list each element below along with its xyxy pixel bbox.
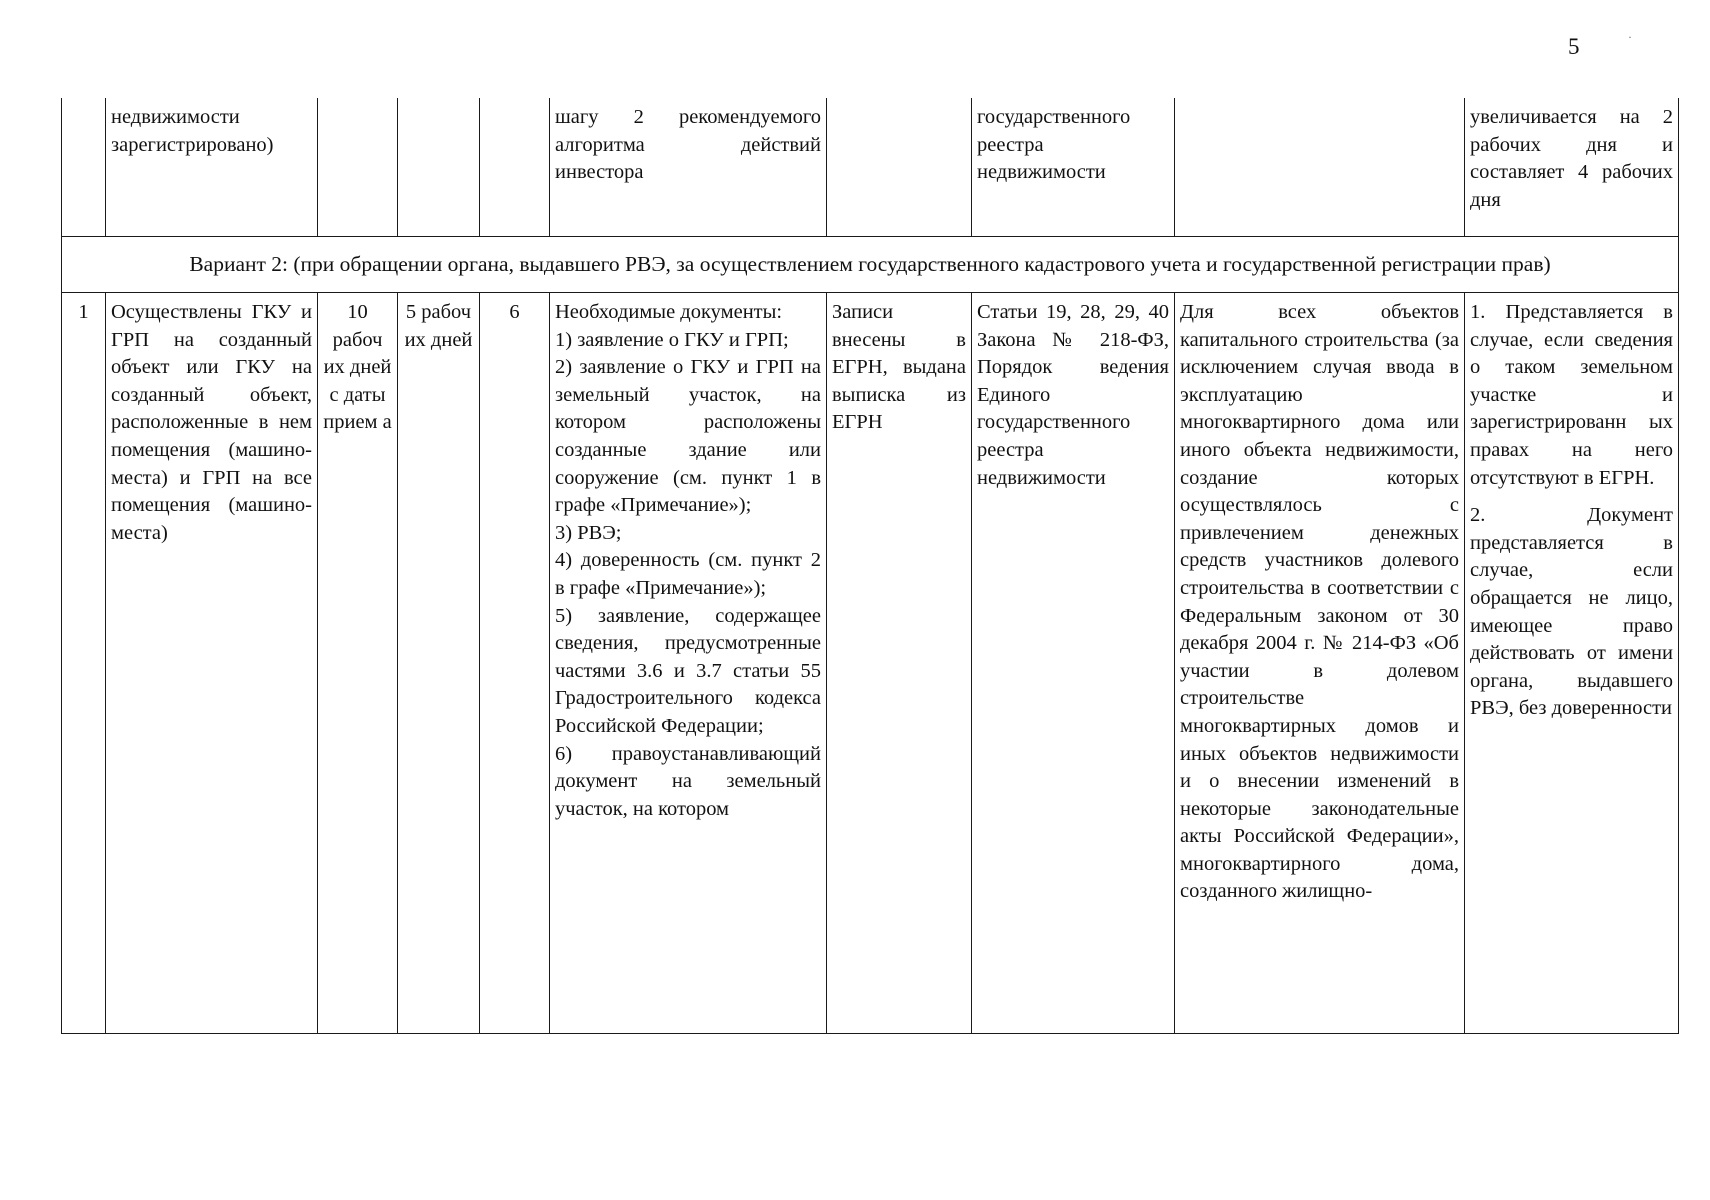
cell-legal-basis: государственного реестра недвижимости: [972, 98, 1175, 237]
cell-term-typical: 5 рабоч их дней: [398, 293, 480, 1034]
document-item: 5) заявление, содержащее сведения, предусмотренные частями 3.6 и 3.7 статьи 55 Градостроительного кодекса Российской Федерации;: [555, 604, 821, 737]
documents-heading: Необходимые документы:: [555, 301, 783, 323]
variant-heading: Вариант 2: (при обращении органа, выдавшего РВЭ, за осуществлением государственного кадастрового учета и государственной регистрации прав): [62, 237, 1679, 293]
table-row: [62, 293, 1679, 1034]
table-row-continuation: [62, 98, 1679, 237]
cell-applicability: Для всех объектов капитального строительства (за исключением случая ввода в эксплуатацию многоквартирного дома или иного объекта недвижимости, создание которых осуществлялось с привлечением денежных средств участников долевого строительства в соответствии с Федеральным законом от 30 декабря 2004 г. № 214-ФЗ «Об участии в долевом строительстве многоквартирных домов и иных объектов недвижимости и о внесении изменений в некоторые законодательные акты Российской Федерации», многоквартирного дома, созданного жилищно-: [1175, 293, 1465, 1034]
cell-term-max: 10 рабоч их дней с даты прием а: [318, 293, 398, 1034]
document-item: 2) заявление о ГКУ и ГРП на земельный участок, на котором расположены созданные здание или сооружение (см. пункт 1 в графе «Примечание»);: [555, 356, 821, 517]
cell-number: [62, 98, 106, 237]
table-row-variant: [62, 237, 1679, 293]
cell-notes: увеличивается на 2 рабочих дня и составляет 4 рабочих дня: [1465, 98, 1679, 237]
cell-notes: [1465, 293, 1679, 1034]
scan-mark: ·: [1628, 30, 1632, 44]
cell-legal-basis: Статьи 19, 28, 29, 40 Закона № 218-ФЗ, Порядок ведения Единого государственного реестра недвижимости: [972, 293, 1175, 1034]
cell-procedures: 6: [480, 293, 550, 1034]
cell-applicability: [1175, 98, 1465, 237]
cell-result: Записи внесены в ЕГРН, выдана выписка из ЕГРН: [827, 293, 972, 1034]
note-item: 2. Документ представляется в случае, если обращается не лицо, имеющее право действовать от имени органа, выдавшего РВЭ, без доверенности: [1470, 504, 1673, 720]
cell-result: [827, 98, 972, 237]
cell-documents: [550, 293, 827, 1034]
page-number: 5: [1568, 34, 1580, 59]
note-item: 1. Представляется в случае, если сведения о таком земельном участке и зарегистрированн ых правах на него отсутствуют в ЕГРН.: [1470, 301, 1673, 489]
cell-documents: шагу 2 рекомендуемого алгоритма действий инвестора: [550, 98, 827, 237]
cell-name: Осуществлены ГКУ и ГРП на созданный объект или ГКУ на созданный объект, расположенные в нем помещения (машино-места) и ГРП на все помещения (машино-места): [106, 293, 318, 1034]
cell-name: недвижимости зарегистрировано): [106, 98, 318, 237]
cell-number: 1: [62, 293, 106, 1034]
cell-term-typical: [398, 98, 480, 237]
document-item: 6) правоустанавливающий документ на земельный участок, на котором: [555, 742, 821, 820]
document-item: 1) заявление о ГКУ и ГРП;: [555, 328, 789, 351]
cell-procedures: [480, 98, 550, 237]
note-spacer: [1470, 492, 1673, 502]
document-item: 3) РВЭ;: [555, 521, 622, 544]
procedure-table: [61, 98, 1679, 1034]
document-item: 4) доверенность (см. пункт 2 в графе «Примечание»);: [555, 549, 821, 599]
cell-term-max: [318, 98, 398, 237]
